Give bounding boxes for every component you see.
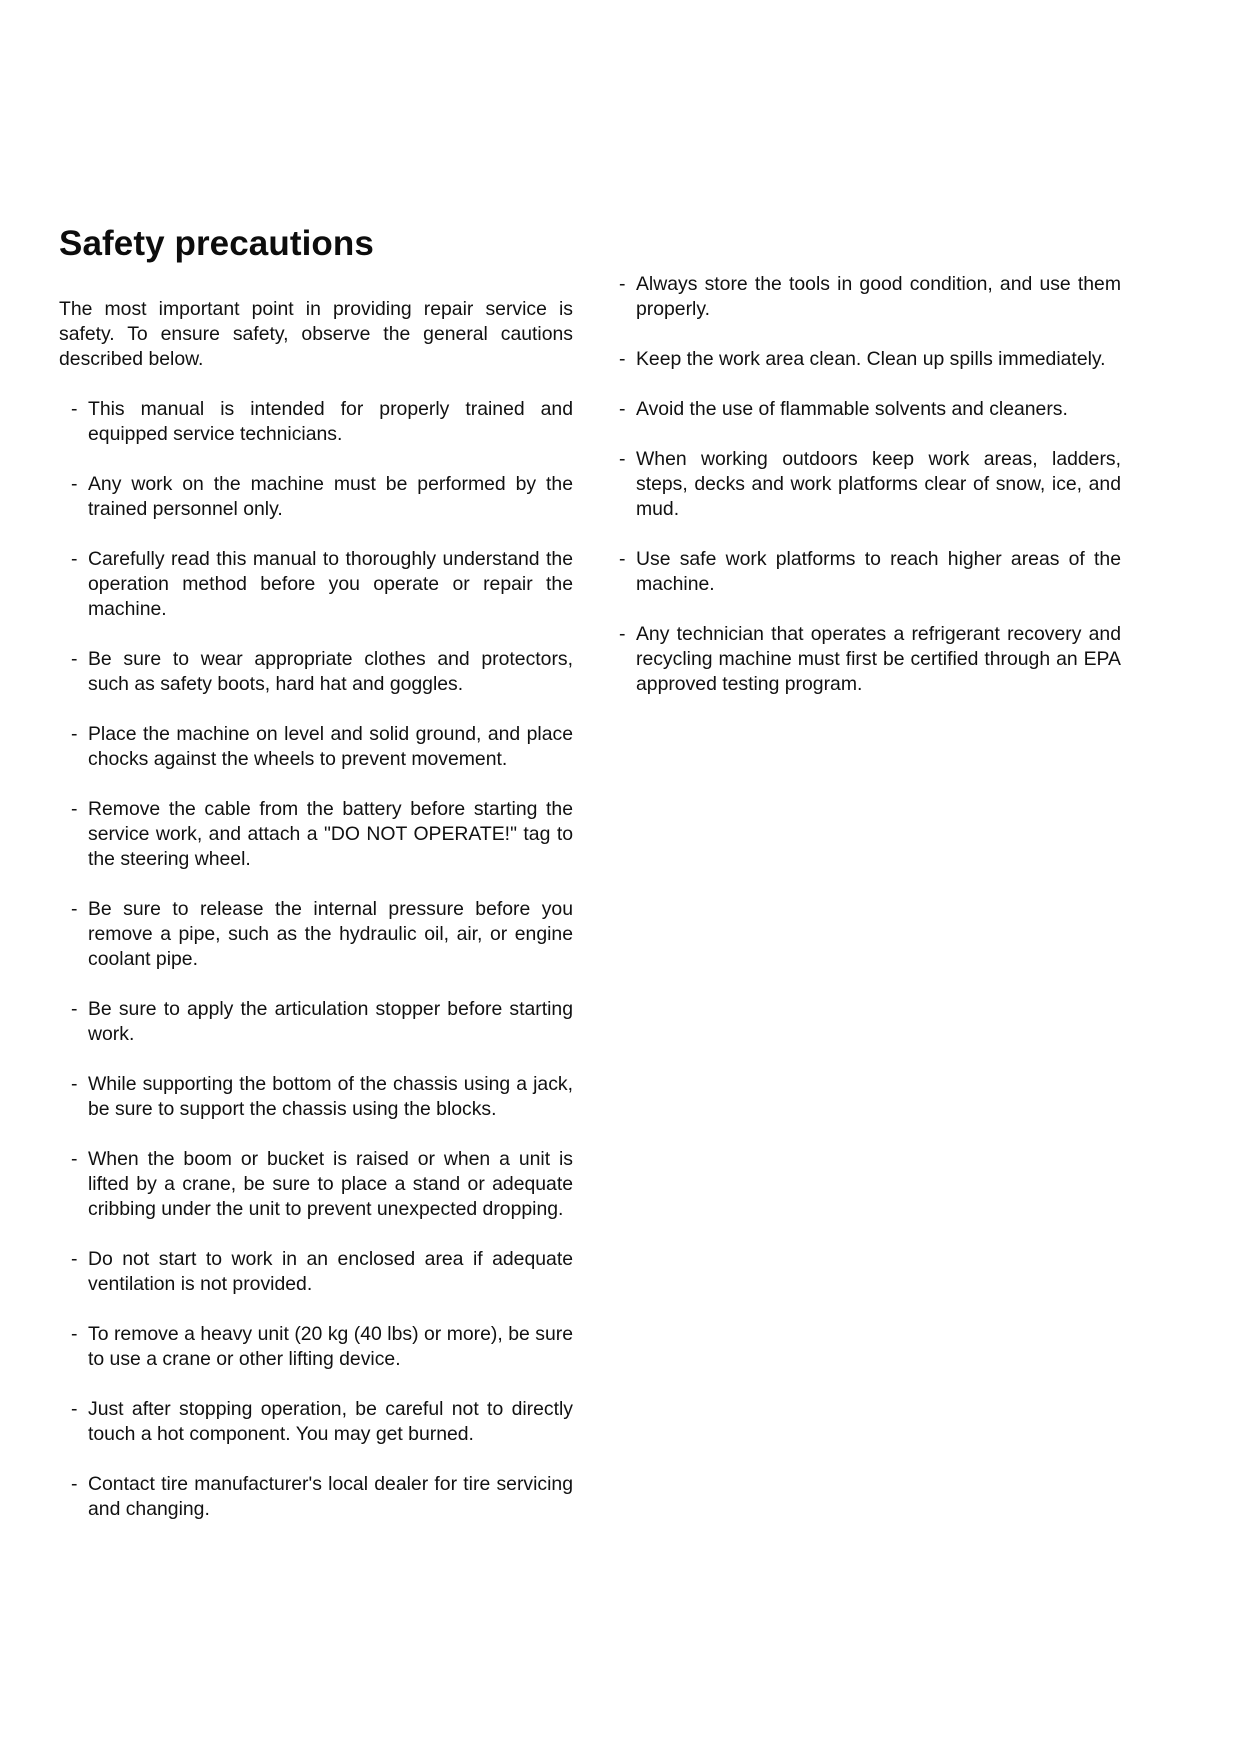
dash-bullet-icon: -	[619, 448, 626, 470]
list-item	[59, 897, 573, 972]
dash-bullet-icon: -	[71, 473, 78, 495]
list-item	[59, 397, 573, 447]
left-column	[59, 297, 573, 1547]
dash-bullet-icon: -	[71, 398, 78, 420]
list-item	[59, 797, 573, 872]
list-item-text: Remove the cable from the battery before starting the service work, and attach a "DO NOT OPERATE!" tag to the steering wheel.	[88, 798, 573, 870]
dash-bullet-icon: -	[71, 998, 78, 1020]
right-column	[607, 272, 1121, 722]
list-item-text: Do not start to work in an enclosed area if adequate ventilation is not provided.	[88, 1248, 573, 1295]
list-item-text: Any work on the machine must be performed by the trained personnel only.	[88, 473, 573, 520]
dash-bullet-icon: -	[71, 1248, 78, 1270]
dash-bullet-icon: -	[71, 723, 78, 745]
list-item	[607, 347, 1121, 372]
dash-bullet-icon: -	[71, 1148, 78, 1170]
list-item-text: When the boom or bucket is raised or when a unit is lifted by a crane, be sure to place a stand or adequate cribbing under the unit to prevent unexpected dropping.	[88, 1148, 573, 1220]
right-precautions-list	[607, 272, 1121, 697]
dash-bullet-icon: -	[619, 548, 626, 570]
list-item-text: Carefully read this manual to thoroughly understand the operation method before you operate or repair the machine.	[88, 548, 573, 620]
list-item	[59, 1397, 573, 1447]
list-item-text: Be sure to wear appropriate clothes and protectors, such as safety boots, hard hat and goggles.	[88, 648, 573, 695]
dash-bullet-icon: -	[71, 648, 78, 670]
list-item	[607, 447, 1121, 522]
list-item	[607, 397, 1121, 422]
list-item-text: Keep the work area clean. Clean up spills immediately.	[636, 348, 1106, 370]
dash-bullet-icon: -	[619, 623, 626, 645]
list-item-text: Use safe work platforms to reach higher areas of the machine.	[636, 548, 1121, 595]
dash-bullet-icon: -	[71, 898, 78, 920]
page-title: Safety precautions	[59, 224, 374, 263]
list-item-text: This manual is intended for properly trained and equipped service technicians.	[88, 398, 573, 445]
dash-bullet-icon: -	[71, 1398, 78, 1420]
list-item-text: To remove a heavy unit (20 kg (40 lbs) or more), be sure to use a crane or other lifting device.	[88, 1323, 573, 1370]
list-item	[607, 547, 1121, 597]
dash-bullet-icon: -	[619, 348, 626, 370]
list-item	[59, 997, 573, 1047]
list-item-text: Any technician that operates a refrigerant recovery and recycling machine must first be certified through an EPA approved testing program.	[636, 623, 1121, 695]
dash-bullet-icon: -	[71, 1323, 78, 1345]
dash-bullet-icon: -	[71, 798, 78, 820]
dash-bullet-icon: -	[619, 398, 626, 420]
list-item	[59, 1472, 573, 1522]
list-item-text: Contact tire manufacturer's local dealer for tire servicing and changing.	[88, 1473, 573, 1520]
list-item	[59, 1147, 573, 1222]
list-item	[59, 547, 573, 622]
list-item-text: While supporting the bottom of the chassis using a jack, be sure to support the chassis using the blocks.	[88, 1073, 573, 1120]
intro-paragraph: The most important point in providing repair service is safety. To ensure safety, observe the general cautions described below.	[59, 298, 573, 370]
list-item	[607, 272, 1121, 322]
list-item	[59, 1322, 573, 1372]
list-item	[59, 1247, 573, 1297]
list-item	[59, 722, 573, 772]
list-item-text: Always store the tools in good condition, and use them properly.	[636, 273, 1121, 320]
list-item	[59, 647, 573, 697]
list-item	[59, 1072, 573, 1122]
dash-bullet-icon: -	[71, 1073, 78, 1095]
dash-bullet-icon: -	[619, 273, 626, 295]
list-item-text: Avoid the use of flammable solvents and cleaners.	[636, 398, 1068, 420]
dash-bullet-icon: -	[71, 1473, 78, 1495]
left-precautions-list	[59, 397, 573, 1522]
dash-bullet-icon: -	[71, 548, 78, 570]
list-item-text: Be sure to release the internal pressure before you remove a pipe, such as the hydraulic oil, air, or engine coolant pipe.	[88, 898, 573, 970]
list-item	[607, 622, 1121, 697]
list-item-text: Be sure to apply the articulation stopper before starting work.	[88, 998, 573, 1045]
list-item-text: Place the machine on level and solid ground, and place chocks against the wheels to prevent movement.	[88, 723, 573, 770]
list-item	[59, 472, 573, 522]
list-item-text: Just after stopping operation, be careful not to directly touch a hot component. You may get burned.	[88, 1398, 573, 1445]
list-item-text: When working outdoors keep work areas, ladders, steps, decks and work platforms clear of snow, ice, and mud.	[636, 448, 1121, 520]
